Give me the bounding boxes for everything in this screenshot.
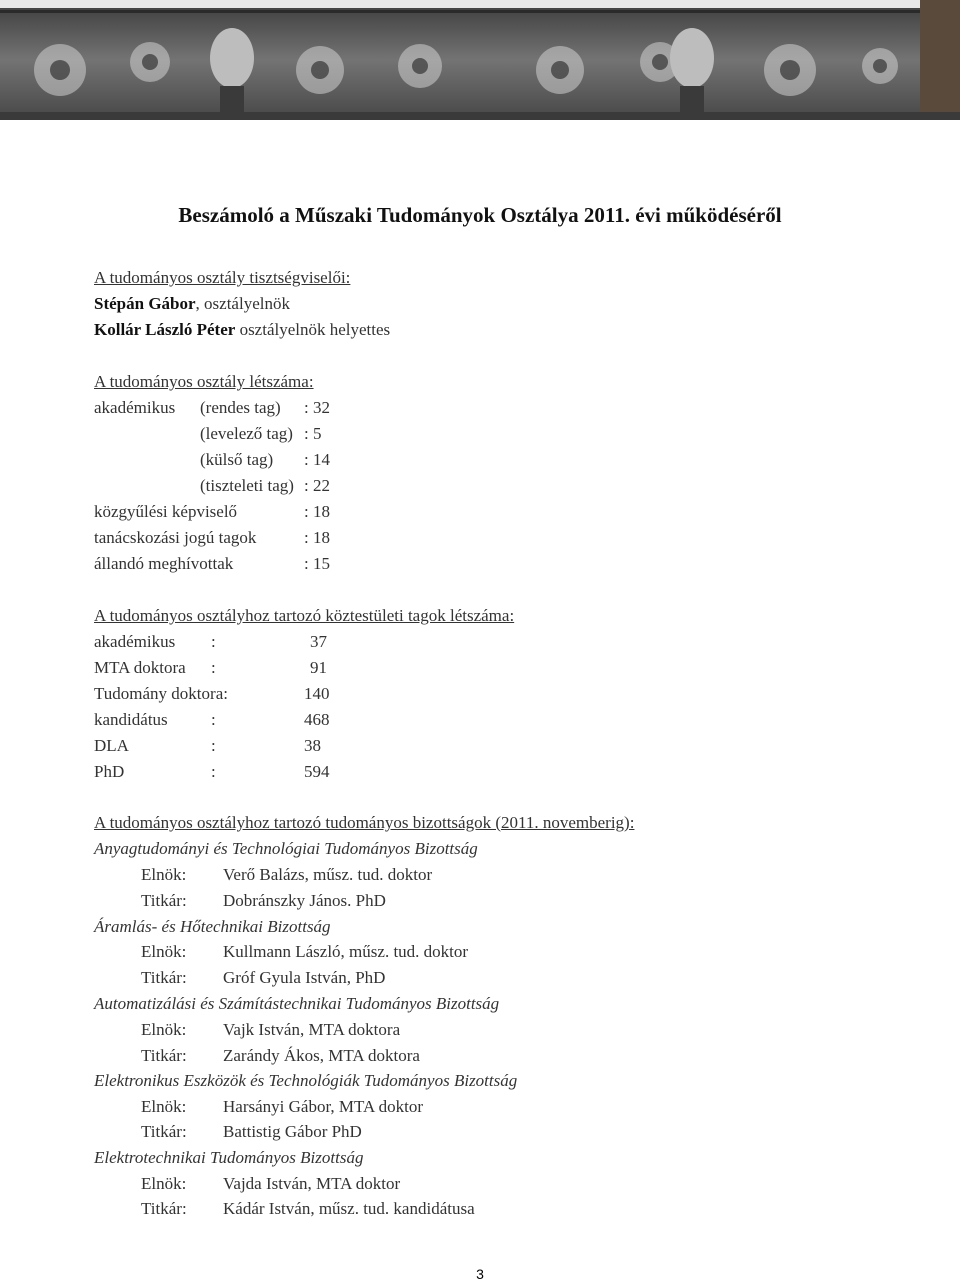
public-member-colon: : bbox=[211, 658, 216, 677]
public-member-colon: : bbox=[211, 710, 216, 729]
membership-other-label: közgyűlési képviselő bbox=[94, 502, 238, 521]
committee-secretary: Dobránszky János. PhD bbox=[223, 891, 386, 910]
secretary-label: Titkár: bbox=[141, 1199, 187, 1218]
committee-name: Elektrotechnikai Tudományos Bizottság bbox=[94, 1148, 364, 1167]
membership-sub-value: : 22 bbox=[304, 476, 330, 495]
akademikus-label: akadémikus bbox=[94, 398, 176, 417]
membership-sub-label: (levelező tag) bbox=[200, 424, 293, 443]
committees-heading: A tudományos osztályhoz tartozó tudományos bizottságok (2011. novemberig): bbox=[94, 813, 635, 832]
committee-name: Áramlás- és Hőtechnikai Bizottság bbox=[94, 917, 331, 936]
chair-label: Elnök: bbox=[141, 865, 187, 884]
membership-other-value: : 18 bbox=[304, 528, 330, 547]
membership-sub-value: : 14 bbox=[304, 450, 330, 469]
committee-secretary: Zarándy Ákos, MTA doktora bbox=[223, 1046, 420, 1065]
membership-other-label: állandó meghívottak bbox=[94, 554, 234, 573]
committee-name: Automatizálási és Számítástechnikai Tudományos Bizottság bbox=[94, 994, 500, 1013]
membership-heading: A tudományos osztály létszáma: bbox=[94, 372, 314, 391]
committee-chair: Verő Balázs, műsz. tud. doktor bbox=[223, 865, 433, 884]
vice-chair-line bbox=[94, 320, 390, 340]
membership-sub-label: (rendes tag) bbox=[200, 398, 281, 417]
membership-sub-label: (tiszteleti tag) bbox=[200, 476, 294, 495]
public-member-colon: : bbox=[211, 762, 216, 781]
public-member-label: Tudomány doktora: bbox=[94, 684, 228, 703]
officers-heading: A tudományos osztály tisztségviselői: bbox=[94, 268, 351, 287]
public-member-colon: : bbox=[211, 632, 216, 651]
secretary-label: Titkár: bbox=[141, 891, 187, 910]
public-member-value: 594 bbox=[304, 762, 330, 781]
public-member-label: kandidátus bbox=[94, 710, 168, 729]
committee-secretary: Kádár István, műsz. tud. kandidátusa bbox=[223, 1199, 475, 1218]
public-member-label: MTA doktora bbox=[94, 658, 186, 677]
public-member-value: 91 bbox=[310, 658, 327, 677]
secretary-label: Titkár: bbox=[141, 1046, 187, 1065]
membership-other-value: : 18 bbox=[304, 502, 330, 521]
chair-label: Elnök: bbox=[141, 1174, 187, 1193]
committee-chair: Kullmann László, műsz. tud. doktor bbox=[223, 942, 469, 961]
ornamental-header-banner bbox=[0, 0, 960, 120]
committee-secretary: Battistig Gábor PhD bbox=[223, 1122, 362, 1141]
membership-sub-label: (külső tag) bbox=[200, 450, 274, 469]
chair-role: , osztályelnök bbox=[195, 294, 290, 313]
committee-chair: Vajda István, MTA doktor bbox=[223, 1174, 401, 1193]
membership-other-label: tanácskozási jogú tagok bbox=[94, 528, 257, 547]
page-title: Beszámoló a Műszaki Tudományok Osztálya 2011. évi működéséről bbox=[178, 203, 782, 227]
public-member-value: 38 bbox=[304, 736, 321, 755]
secretary-label: Titkár: bbox=[141, 1122, 187, 1141]
chair-name: Stépán Gábor bbox=[94, 294, 196, 313]
committee-chair: Vajk István, MTA doktora bbox=[223, 1020, 401, 1039]
public-members-heading: A tudományos osztályhoz tartozó köztestületi tagok létszáma: bbox=[94, 606, 515, 625]
public-member-label: PhD bbox=[94, 762, 125, 781]
membership-other-value: : 15 bbox=[304, 554, 330, 573]
vice-chair-name: Kollár László Péter bbox=[94, 320, 236, 339]
public-member-label: akadémikus bbox=[94, 632, 176, 651]
committee-name: Elektronikus Eszközök és Technológiák Tudományos Bizottság bbox=[94, 1071, 518, 1090]
public-member-label: DLA bbox=[94, 736, 129, 755]
public-member-value: 468 bbox=[304, 710, 330, 729]
vice-chair-role: osztályelnök helyettes bbox=[235, 320, 391, 339]
membership-sub-value: : 32 bbox=[304, 398, 330, 417]
public-member-value: 37 bbox=[310, 632, 327, 651]
public-member-colon: : bbox=[211, 736, 216, 755]
page-number: 3 bbox=[476, 1266, 484, 1282]
committee-chair: Harsányi Gábor, MTA doktor bbox=[223, 1097, 424, 1116]
chair-line bbox=[94, 294, 290, 314]
committee-secretary: Gróf Gyula István, PhD bbox=[223, 968, 386, 987]
chair-label: Elnök: bbox=[141, 1097, 187, 1116]
chair-label: Elnök: bbox=[141, 1020, 187, 1039]
membership-sub-value: : 5 bbox=[304, 424, 322, 443]
secretary-label: Titkár: bbox=[141, 968, 187, 987]
chair-label: Elnök: bbox=[141, 942, 187, 961]
public-member-value: 140 bbox=[304, 684, 330, 703]
committee-name: Anyagtudományi és Technológiai Tudományos Bizottság bbox=[94, 839, 478, 858]
